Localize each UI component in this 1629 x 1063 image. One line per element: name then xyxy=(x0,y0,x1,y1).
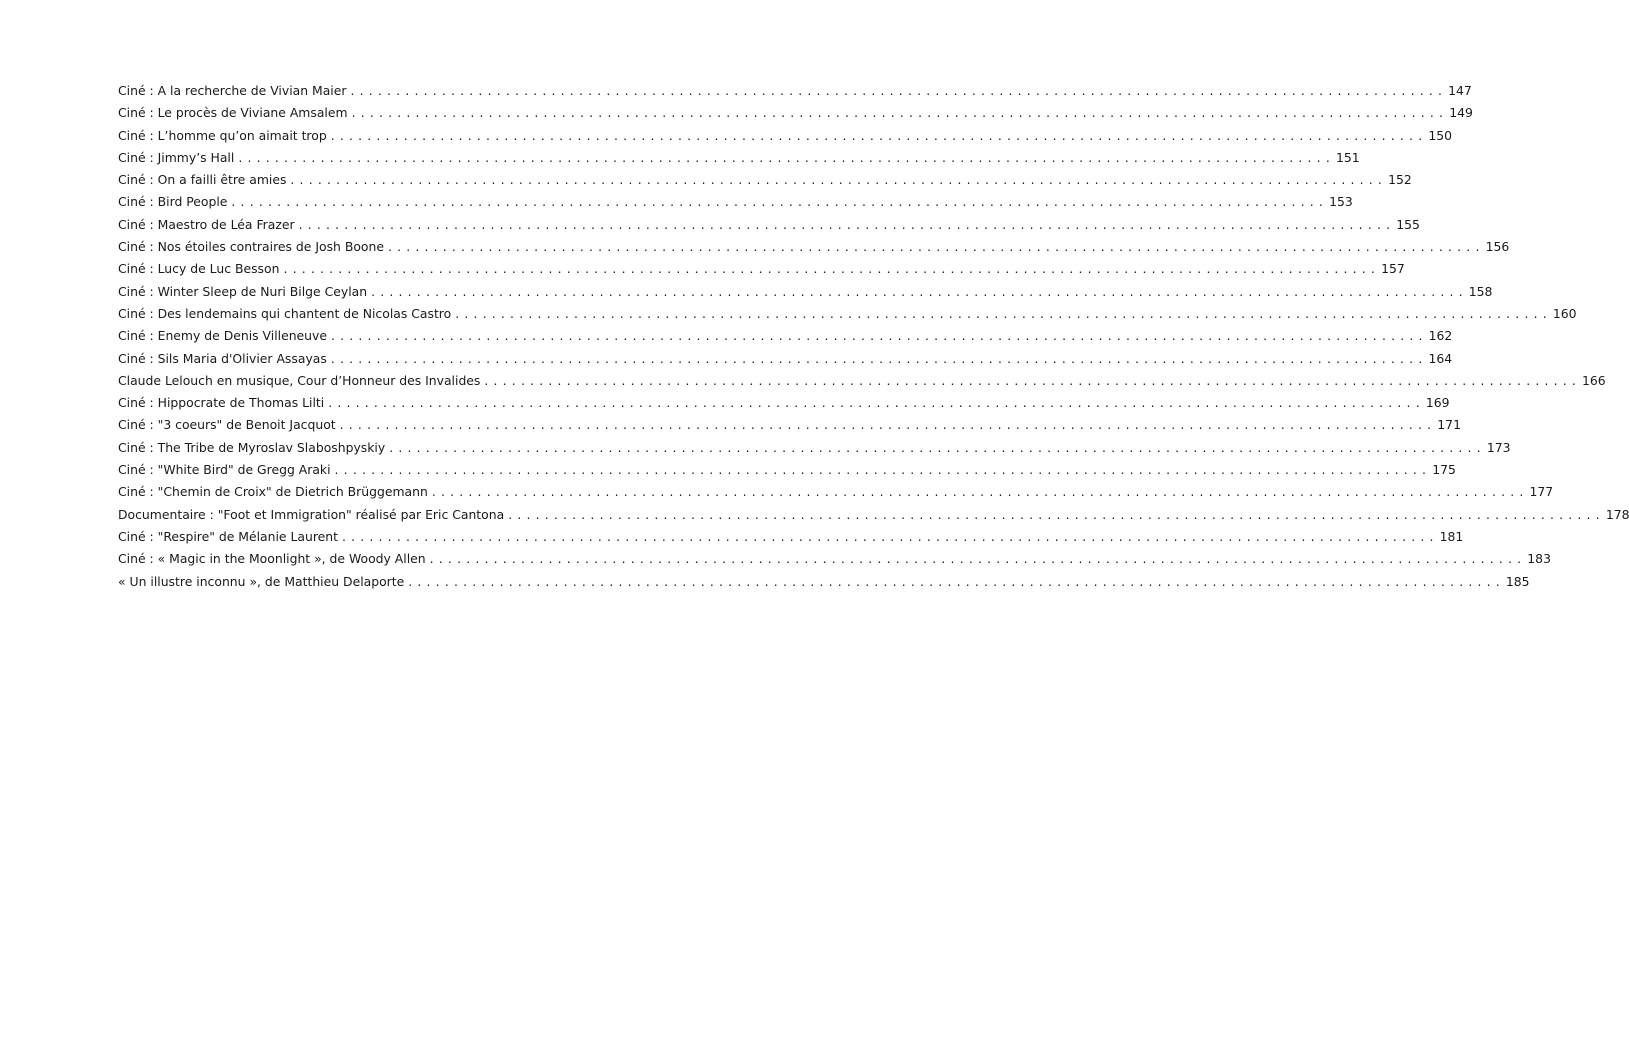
dot-leader: ........................................................................................................................ xyxy=(408,573,1505,589)
toc-entry[interactable] xyxy=(118,169,1412,191)
dot-leader: ........................................................................................................................ xyxy=(330,127,1428,143)
dot-leader: ........................................................................................................................ xyxy=(508,506,1605,522)
dot-leader: ........................................................................................................................ xyxy=(371,283,1468,299)
toc-entry[interactable] xyxy=(118,258,1405,280)
toc-entry-title: Ciné : Hippocrate de Thomas Lilti xyxy=(118,395,325,411)
toc-entry-title: Ciné : "Respire" de Mélanie Laurent xyxy=(118,528,338,544)
toc-entry[interactable] xyxy=(118,125,1452,147)
toc-entry-title: Ciné : A la recherche de Vivian Maier xyxy=(118,83,347,98)
toc-entry[interactable] xyxy=(118,504,1629,526)
dot-leader: ........................................................................................................................ xyxy=(328,395,1425,411)
toc-entry-title: Ciné : "3 coeurs" de Benoit Jacquot xyxy=(118,417,336,433)
toc-entry-title: Ciné : L’homme qu’on aimait trop xyxy=(118,127,327,143)
toc-entry-title: Ciné : « Magic in the Moonlight », de Woody Allen xyxy=(118,551,426,567)
toc-entry-page: 164 xyxy=(1428,350,1453,366)
toc-entry-page: 149 xyxy=(1449,105,1473,121)
toc-entry-title: Claude Lelouch en musique, Cour d’Honneur des Invalides xyxy=(118,372,481,388)
toc-entry[interactable] xyxy=(118,392,1450,414)
toc-entry-page: 158 xyxy=(1468,283,1493,299)
dot-leader: ........................................................................................................................ xyxy=(351,105,1449,121)
toc-entry-title: « Un illustre inconnu », de Matthieu Delaporte xyxy=(118,573,405,589)
dot-leader: ........................................................................................................................ xyxy=(455,305,1552,321)
toc-entry-page: 166 xyxy=(1582,372,1606,388)
dot-leader: ........................................................................................................................ xyxy=(231,194,1329,210)
toc-entry[interactable] xyxy=(118,191,1353,213)
toc-entry-page: 153 xyxy=(1329,194,1353,210)
toc-entry-title: Ciné : Nos étoiles contraires de Josh Boone xyxy=(118,239,384,255)
toc-entry-title: Ciné : Lucy de Luc Besson xyxy=(118,261,280,277)
toc-entry-page: 175 xyxy=(1432,462,1456,478)
dot-leader: ........................................................................................................................ xyxy=(290,172,1388,188)
toc-entry-page: 160 xyxy=(1552,305,1577,321)
toc-entry-page: 173 xyxy=(1486,439,1511,455)
toc-entry[interactable] xyxy=(118,526,1464,548)
toc-entry-title: Ciné : Bird People xyxy=(118,194,228,210)
toc-entry-page: 155 xyxy=(1396,216,1420,232)
dot-leader: ........................................................................................................................ xyxy=(389,439,1486,455)
toc-entry-title: Ciné : Des lendemains qui chantent de Nicolas Castro xyxy=(118,305,452,321)
toc-entry[interactable] xyxy=(118,214,1420,236)
dot-leader: ........................................................................................................................ xyxy=(298,216,1396,232)
toc-entry[interactable] xyxy=(118,80,1472,102)
dot-leader: ........................................................................................................................ xyxy=(330,350,1428,366)
toc-entry-title: Ciné : "Chemin de Croix" de Dietrich Brüggemann xyxy=(118,484,428,500)
toc-entry-title: Ciné : Maestro de Léa Frazer xyxy=(118,216,295,232)
dot-leader: ........................................................................................................................ xyxy=(283,261,1381,277)
toc-entry[interactable] xyxy=(118,303,1577,325)
dot-leader: ........................................................................................................................ xyxy=(484,372,1582,388)
toc-entry[interactable] xyxy=(118,325,1453,347)
toc-entry[interactable] xyxy=(118,548,1551,570)
dot-leader: ........................................................................................................................ xyxy=(334,462,1432,478)
toc-entry[interactable] xyxy=(118,459,1456,481)
toc-entry-page: 169 xyxy=(1425,395,1450,411)
toc-entry[interactable] xyxy=(118,437,1511,459)
toc-entry-page: 178 xyxy=(1605,506,1629,522)
toc-entry[interactable] xyxy=(118,281,1493,303)
toc-entry-title: Documentaire : "Foot et Immigration" réalisé par Eric Cantona xyxy=(118,506,505,522)
toc-entry-page: 171 xyxy=(1437,417,1461,433)
toc-entry-title: Ciné : The Tribe de Myroslav Slaboshpyskiy xyxy=(118,439,386,455)
toc-entry-page: 151 xyxy=(1335,149,1360,165)
dot-leader: ........................................................................................................................ xyxy=(387,239,1485,255)
toc-entry-title: Ciné : Enemy de Denis Villeneuve xyxy=(118,328,327,344)
dot-leader: ........................................................................................................................ xyxy=(339,417,1437,433)
toc-entry[interactable] xyxy=(118,370,1606,392)
toc-entry[interactable] xyxy=(118,414,1461,436)
toc-entry-page: 156 xyxy=(1485,239,1510,255)
toc-entry[interactable] xyxy=(118,102,1473,124)
toc-entry[interactable] xyxy=(118,236,1510,258)
dot-leader: ........................................................................................................................ xyxy=(238,149,1335,165)
toc-entry-page: 162 xyxy=(1428,328,1453,344)
table-of-contents xyxy=(118,80,1629,593)
toc-entry-page: 181 xyxy=(1439,528,1464,544)
toc-entry-title: Ciné : On a failli être amies xyxy=(118,172,287,188)
dot-leader: ........................................................................................................................ xyxy=(429,551,1527,567)
toc-entry-page: 150 xyxy=(1428,127,1452,143)
toc-entry-page: 183 xyxy=(1527,551,1551,567)
dot-leader: ........................................................................................................................ xyxy=(341,528,1439,544)
toc-entry-page: 152 xyxy=(1388,172,1412,188)
dot-leader: ........................................................................................................................ xyxy=(431,484,1529,500)
toc-entry-page: 185 xyxy=(1505,573,1530,589)
toc-entry-title: Ciné : Le procès de Viviane Amsalem xyxy=(118,105,348,121)
toc-entry-title: Ciné : Sils Maria d'Olivier Assayas xyxy=(118,350,327,366)
toc-entry-title: Ciné : "White Bird" de Gregg Araki xyxy=(118,462,331,478)
toc-entry-page: 157 xyxy=(1381,261,1405,277)
toc-entry-page: 177 xyxy=(1529,484,1554,500)
toc-entry[interactable] xyxy=(118,481,1554,503)
toc-entry[interactable] xyxy=(118,147,1360,169)
toc-entry-page: 147 xyxy=(1448,83,1472,98)
toc-entry-title: Ciné : Winter Sleep de Nuri Bilge Ceylan xyxy=(118,283,368,299)
toc-entry[interactable] xyxy=(118,571,1530,593)
dot-leader: ........................................................................................................................ xyxy=(331,328,1428,344)
toc-entry-title: Ciné : Jimmy’s Hall xyxy=(118,149,235,165)
dot-leader: ........................................................................................................................ xyxy=(350,83,1448,98)
toc-entry[interactable] xyxy=(118,348,1453,370)
